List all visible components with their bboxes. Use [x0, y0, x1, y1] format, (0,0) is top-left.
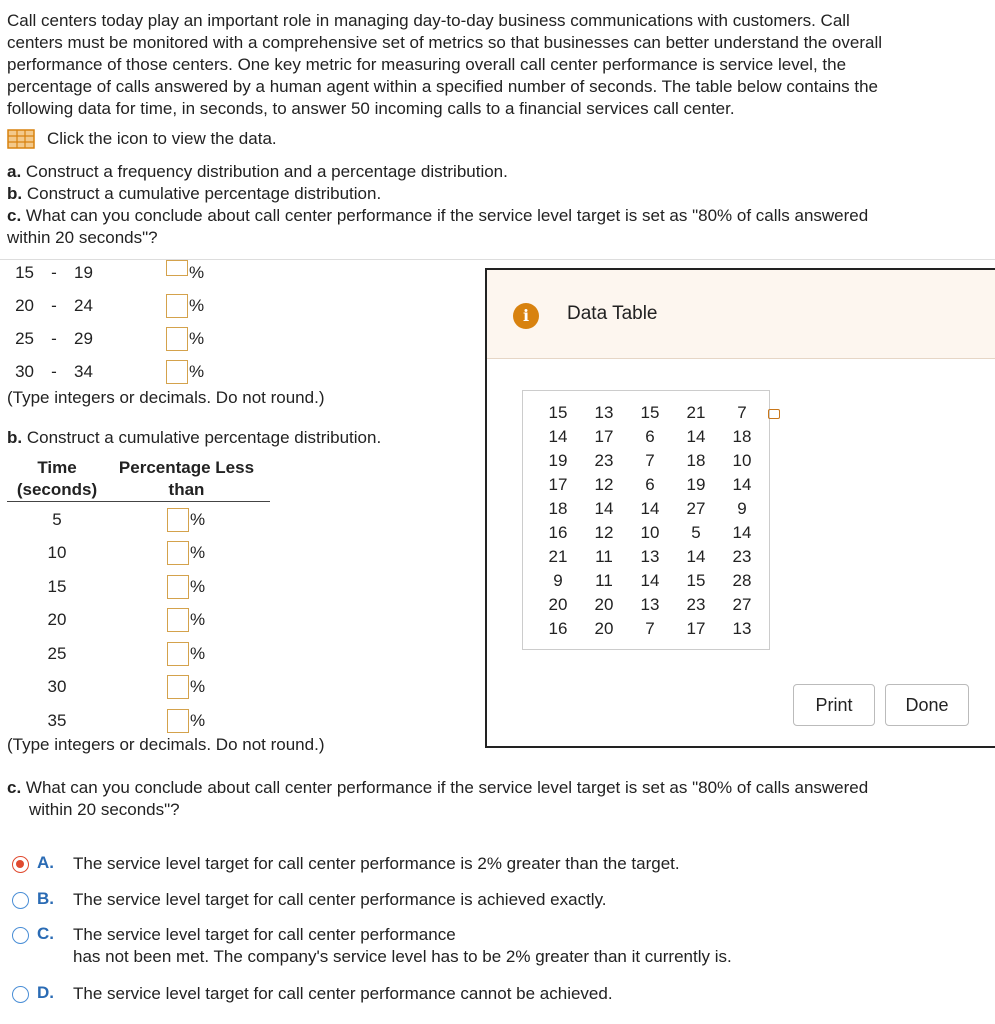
cumulative-table	[7, 503, 205, 738]
percent-input[interactable]	[166, 327, 188, 351]
percent-input[interactable]	[166, 294, 188, 318]
table-row: 20 20 13 23 27	[548, 595, 752, 614]
cumulative-input[interactable]	[167, 709, 189, 733]
intro-line: percentage of calls answered by a human agent within a specified number of seconds. The table below contains the	[7, 77, 879, 96]
table-row: 14 17 6 14 18	[548, 427, 752, 446]
percentage-column-header: Percentage Less than	[118, 458, 255, 499]
table-row: 5 %	[7, 503, 205, 537]
data-icon-label: Click the icon to view the data.	[47, 129, 277, 148]
radio-button[interactable]	[12, 986, 29, 1003]
option-b[interactable]: B. The service level target for call center performance is achieved exactly.	[12, 889, 987, 924]
class-row: 20 - 24 %	[0, 289, 204, 322]
data-table	[535, 401, 765, 641]
class-row: 25 - 29 %	[0, 322, 204, 355]
cumulative-input[interactable]	[167, 675, 189, 699]
radio-button-selected[interactable]	[12, 856, 29, 873]
task-c: c. What can you conclude about call center performance if the service level target is set as "80% of calls answered	[7, 206, 869, 225]
table-row: 16 20 7 17 13	[548, 619, 752, 638]
table-row: 10 %	[7, 537, 205, 571]
print-button[interactable]: Print	[793, 684, 875, 726]
info-icon: i	[513, 303, 539, 329]
table-row: 20 %	[7, 604, 205, 638]
cumulative-input[interactable]	[167, 642, 189, 666]
table-row: 9 11 14 15 28	[553, 571, 752, 590]
table-row: 15 %	[7, 570, 205, 604]
task-b: b. Construct a cumulative percentage distribution.	[7, 184, 382, 203]
percentage-distribution	[0, 256, 204, 388]
partc-line: within 20 seconds"?	[29, 800, 180, 819]
table-row: 25 %	[7, 637, 205, 671]
cumulative-input[interactable]	[167, 575, 189, 599]
radio-button[interactable]	[12, 927, 29, 944]
answer-options	[12, 853, 987, 1013]
percent-input[interactable]	[166, 260, 188, 276]
table-row: 16 12 10 5 14	[548, 523, 752, 542]
intro-line: centers must be monitored with a comprehensive set of metrics so that businesses can better understand the overall	[7, 33, 883, 52]
cumulative-input[interactable]	[167, 608, 189, 632]
option-c[interactable]: C. The service level target for call center performance has not been met. The company's service level has to be 2% greater than it currently is.	[12, 924, 987, 983]
dialog-title: Data Table	[567, 303, 658, 324]
intro-line: following data for time, in seconds, to answer 50 incoming calls to a financial services call center.	[7, 99, 735, 118]
dialog-header	[487, 270, 995, 359]
input-note-b: (Type integers or decimals. Do not round.)	[7, 735, 325, 754]
table-row: 18 14 14 27 9	[548, 499, 747, 518]
class-row: 30 - 34 %	[0, 355, 204, 388]
partb-heading: b. Construct a cumulative percentage distribution.	[7, 428, 382, 447]
cumulative-input[interactable]	[167, 541, 189, 565]
copy-icon[interactable]	[768, 409, 780, 419]
cumulative-input[interactable]	[167, 508, 189, 532]
option-a[interactable]: A. The service level target for call center performance is 2% greater than the target.	[12, 853, 987, 889]
table-row: 17 12 6 19 14	[548, 475, 752, 494]
table-row: 35 %	[7, 704, 205, 738]
intro-line: Call centers today play an important role in managing day-to-day business communications with customers. Call	[7, 11, 850, 30]
task-list	[7, 161, 868, 249]
data-icon-row[interactable]	[7, 129, 277, 149]
task-c-cont: within 20 seconds"?	[7, 228, 158, 247]
partc-question	[7, 777, 868, 821]
data-table-dialog	[485, 268, 995, 748]
time-column-header: Time (seconds)	[16, 458, 98, 499]
table-row: 19 23 7 18 10	[548, 451, 752, 470]
percent-input[interactable]	[166, 360, 188, 384]
data-grid	[522, 390, 770, 650]
table-row: 15 13 15 21 7	[548, 403, 747, 422]
table-row: 21 11 13 14 23	[548, 547, 752, 566]
data-table-icon[interactable]	[7, 129, 39, 149]
task-a: a. Construct a frequency distribution and a percentage distribution.	[7, 162, 508, 181]
partc-line: c. What can you conclude about call center performance if the service level target is set as "80% of calls answered	[7, 778, 869, 797]
intro-line: performance of those centers. One key metric for measuring overall call center performance is service level, the	[7, 55, 847, 74]
header-rule	[7, 501, 270, 502]
option-d[interactable]: D. The service level target for call center performance cannot be achieved.	[12, 983, 987, 1013]
radio-button[interactable]	[12, 892, 29, 909]
table-row: 30 %	[7, 671, 205, 705]
done-button[interactable]: Done	[885, 684, 969, 726]
class-row: 15 - 19 %	[0, 256, 204, 289]
problem-statement	[7, 10, 992, 120]
input-note: (Type integers or decimals. Do not round.)	[7, 388, 325, 407]
